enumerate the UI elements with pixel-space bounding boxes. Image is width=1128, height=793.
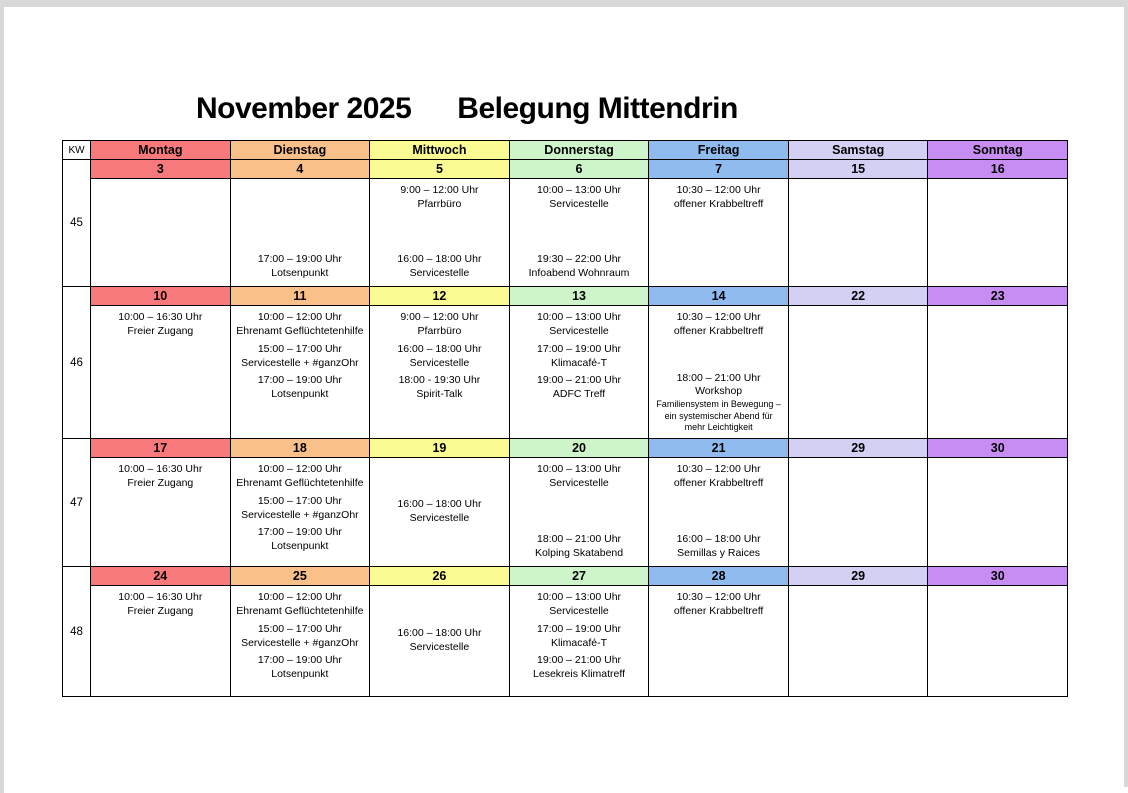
calendar-event [511, 374, 648, 402]
calendar-event [371, 627, 508, 655]
calendar-event [650, 591, 787, 619]
event-name: Workshop [695, 385, 743, 398]
event-name: Ehrenamt Geflüchtetenhilfe [236, 476, 364, 489]
event-time: 9:00 – 12:00 Uhr [400, 311, 479, 323]
kw-number-cell: 45 [63, 160, 91, 287]
event-name: ADFC Treff [552, 388, 606, 401]
week-main [91, 287, 1068, 439]
event-name: Spirit-Talk [416, 388, 463, 401]
kw-number-cell: 47 [63, 439, 91, 567]
calendar-event [511, 533, 648, 561]
event-name: Pfarrbüro [417, 324, 462, 337]
event-detail-line: Familiensystem in Bewegung – [656, 399, 781, 410]
day-content-cell-montag [91, 458, 231, 567]
week-main [91, 160, 1068, 287]
date-cell-sonntag: 16 [928, 160, 1068, 179]
date-cell-freitag: 21 [649, 439, 789, 458]
dates-row [91, 287, 1068, 306]
calendar-event [371, 253, 508, 281]
event-name: Infoabend Wohnraum [528, 267, 630, 280]
calendar-event [511, 343, 648, 371]
event-time: 10:00 – 13:00 Uhr [536, 591, 622, 603]
event-name: Ehrenamt Geflüchtetenhilfe [236, 604, 364, 617]
title-label: Belegung Mittendrin [457, 92, 738, 125]
calendar-event [511, 463, 648, 491]
calendar-event [650, 311, 787, 339]
calendar-event [92, 311, 229, 339]
event-time: 15:00 – 17:00 Uhr [257, 494, 342, 507]
date-cell-freitag: 7 [649, 160, 789, 179]
date-cell-montag: 17 [91, 439, 231, 458]
date-cell-dienstag: 4 [231, 160, 371, 179]
event-time: 15:00 – 17:00 Uhr [257, 342, 342, 355]
event-time: 10:30 – 12:00 Uhr [676, 463, 761, 475]
event-time: 17:00 – 19:00 Uhr [257, 253, 342, 266]
day-content-cell-samstag [789, 179, 929, 287]
date-cell-dienstag: 18 [231, 439, 371, 458]
date-cell-sonntag: 30 [928, 439, 1068, 458]
day-header-donnerstag: Donnerstag [510, 141, 650, 160]
event-time: 17:00 – 19:00 Uhr [257, 526, 342, 539]
date-cell-donnerstag: 20 [510, 439, 650, 458]
calendar-event [232, 623, 369, 651]
event-name: Servicestelle + #ganzOhr [241, 508, 359, 521]
event-name: Klimacafé-T [551, 636, 608, 649]
calendar-event [232, 374, 369, 402]
week-main [91, 439, 1068, 567]
date-cell-donnerstag: 6 [510, 160, 650, 179]
event-time: 19:00 – 21:00 Uhr [536, 374, 622, 387]
event-detail-line: ein systemischer Abend für [664, 410, 773, 421]
day-content-cell-mittwoch [370, 586, 510, 697]
date-cell-donnerstag: 13 [510, 287, 650, 306]
event-time: 19:00 – 21:00 Uhr [536, 654, 622, 667]
event-name: Servicestelle [549, 197, 609, 210]
week-row-kw46 [63, 287, 1068, 439]
day-content-cell-freitag [649, 306, 789, 439]
day-header-freitag: Freitag [649, 141, 789, 160]
dates-row [91, 567, 1068, 586]
header-row [63, 141, 1068, 160]
event-name: Klimacafé-T [551, 356, 608, 369]
event-name: Servicestelle [549, 476, 609, 489]
day-content-cell-montag [91, 179, 231, 287]
event-time: 10:00 – 13:00 Uhr [536, 184, 622, 196]
day-content-cell-mittwoch [370, 306, 510, 439]
page-edge-right [1124, 7, 1128, 787]
event-time: 18:00 – 21:00 Uhr [676, 371, 761, 384]
page-edge-top [0, 0, 1128, 7]
calendar-event [650, 184, 787, 212]
event-name: Servicestelle [549, 324, 609, 337]
day-content-cell-freitag [649, 179, 789, 287]
event-time: 10:00 – 13:00 Uhr [536, 463, 622, 475]
calendar-event [511, 654, 648, 682]
calendar-event [232, 526, 369, 554]
week-row-kw48 [63, 567, 1068, 697]
day-header-sonntag: Sonntag [928, 141, 1068, 160]
day-content-cell-freitag [649, 458, 789, 567]
date-cell-mittwoch: 12 [370, 287, 510, 306]
title-month: November 2025 [196, 92, 412, 125]
calendar-event [371, 184, 508, 212]
event-time: 17:00 – 19:00 Uhr [257, 654, 342, 667]
date-cell-mittwoch: 19 [370, 439, 510, 458]
date-cell-samstag: 15 [789, 160, 929, 179]
date-cell-mittwoch: 26 [370, 567, 510, 586]
day-content-cell-dienstag [231, 306, 371, 439]
calendar-event [92, 591, 229, 619]
calendar-event [232, 311, 369, 339]
calendar-event [371, 311, 508, 339]
day-content-cell-sonntag [928, 586, 1068, 697]
event-time: 10:00 – 16:30 Uhr [118, 591, 203, 603]
event-time: 16:00 – 18:00 Uhr [397, 342, 482, 355]
calendar-event [371, 498, 508, 526]
calendar-table [62, 140, 1068, 697]
week-row-kw47 [63, 439, 1068, 567]
kw-number-cell: 46 [63, 287, 91, 439]
event-time: 17:00 – 19:00 Uhr [536, 342, 622, 355]
page-title [196, 92, 738, 126]
event-name: Freier Zugang [127, 476, 194, 489]
day-content-cell-mittwoch [370, 179, 510, 287]
date-cell-samstag: 29 [789, 567, 929, 586]
event-time: 16:00 – 18:00 Uhr [397, 627, 482, 640]
event-time: 9:00 – 12:00 Uhr [400, 184, 479, 196]
day-content-cell-montag [91, 306, 231, 439]
event-name: Lotsenpunkt [271, 388, 329, 401]
date-cell-freitag: 14 [649, 287, 789, 306]
event-name: Servicestelle [409, 512, 470, 524]
calendar-event [650, 533, 787, 561]
day-content-cell-donnerstag [510, 458, 650, 567]
event-name: Freier Zugang [127, 604, 194, 617]
date-cell-montag: 3 [91, 160, 231, 179]
event-time: 16:00 – 18:00 Uhr [397, 253, 482, 266]
event-time: 10:00 – 16:30 Uhr [118, 463, 203, 475]
calendar-event [511, 253, 648, 281]
week-main [91, 567, 1068, 697]
event-name: Ehrenamt Geflüchtetenhilfe [236, 324, 364, 337]
calendar-event [511, 311, 648, 339]
event-name: Servicestelle [409, 356, 470, 369]
event-name: offener Krabbeltreff [673, 476, 764, 489]
day-content-cell-samstag [789, 458, 929, 567]
event-time: 10:00 – 13:00 Uhr [536, 311, 622, 323]
content-row [91, 306, 1068, 439]
event-time: 18:00 - 19:30 Uhr [398, 374, 481, 387]
day-content-cell-samstag [789, 306, 929, 439]
event-name: Kolping Skatabend [534, 547, 624, 560]
day-content-cell-donnerstag [510, 306, 650, 439]
event-name: Lotsenpunkt [271, 540, 329, 553]
date-cell-samstag: 29 [789, 439, 929, 458]
week-row-kw45 [63, 160, 1068, 287]
content-row [91, 586, 1068, 697]
event-name: Semillas y Raices [677, 547, 761, 560]
event-time: 19:30 – 22:00 Uhr [536, 253, 622, 266]
day-content-cell-dienstag [231, 179, 371, 287]
event-name: Freier Zugang [127, 324, 194, 337]
event-time: 10:00 – 12:00 Uhr [257, 311, 342, 323]
content-row [91, 179, 1068, 287]
event-time: 16:00 – 18:00 Uhr [676, 533, 761, 546]
day-content-cell-sonntag [928, 306, 1068, 439]
calendar-event [232, 343, 369, 371]
date-cell-freitag: 28 [649, 567, 789, 586]
date-cell-mittwoch: 5 [370, 160, 510, 179]
day-header-montag: Montag [91, 141, 231, 160]
content-row [91, 458, 1068, 567]
event-name: Servicestelle + #ganzOhr [241, 356, 359, 369]
date-cell-dienstag: 25 [231, 567, 371, 586]
dates-row [91, 439, 1068, 458]
day-content-cell-samstag [789, 586, 929, 697]
event-time: 10:30 – 12:00 Uhr [676, 184, 761, 196]
calendar-event [371, 374, 508, 402]
event-time: 16:00 – 18:00 Uhr [397, 498, 482, 511]
dates-row [91, 160, 1068, 179]
day-content-cell-sonntag [928, 179, 1068, 287]
date-cell-dienstag: 11 [231, 287, 371, 306]
day-content-cell-donnerstag [510, 179, 650, 287]
day-content-cell-donnerstag [510, 586, 650, 697]
calendar-event [511, 184, 648, 212]
calendar-event [650, 372, 787, 433]
event-time: 10:00 – 12:00 Uhr [257, 463, 342, 475]
calendar-event [232, 654, 369, 682]
day-header-dienstag: Dienstag [231, 141, 371, 160]
event-time: 17:00 – 19:00 Uhr [257, 374, 342, 387]
day-content-cell-mittwoch [370, 458, 510, 567]
date-cell-sonntag: 30 [928, 567, 1068, 586]
day-content-cell-freitag [649, 586, 789, 697]
event-time: 10:00 – 12:00 Uhr [257, 591, 342, 603]
day-content-cell-montag [91, 586, 231, 697]
date-cell-sonntag: 23 [928, 287, 1068, 306]
date-cell-donnerstag: 27 [510, 567, 650, 586]
event-time: 10:00 – 16:30 Uhr [118, 311, 203, 323]
event-time: 18:00 – 21:00 Uhr [536, 533, 622, 546]
event-name: Lotsenpunkt [271, 668, 329, 681]
calendar-event [232, 253, 369, 281]
kw-number-cell: 48 [63, 567, 91, 697]
event-name: offener Krabbeltreff [673, 197, 764, 210]
event-name: Servicestelle + #ganzOhr [241, 636, 359, 649]
event-name: Servicestelle [409, 267, 470, 280]
calendar-event [371, 343, 508, 371]
day-header-mittwoch: Mittwoch [370, 141, 510, 160]
event-name: offener Krabbeltreff [673, 324, 764, 337]
event-name: Lotsenpunkt [271, 267, 329, 280]
event-name: Lesekreis Klimatreff [533, 668, 626, 681]
calendar-event [232, 463, 369, 491]
calendar-event [511, 591, 648, 619]
date-cell-montag: 10 [91, 287, 231, 306]
date-cell-samstag: 22 [789, 287, 929, 306]
calendar-event [232, 495, 369, 523]
event-time: 15:00 – 17:00 Uhr [257, 622, 342, 635]
event-detail-line: mehr Leichtigkeit [684, 421, 753, 432]
event-time: 10:30 – 12:00 Uhr [676, 591, 761, 603]
calendar-event [92, 463, 229, 491]
day-header-samstag: Samstag [789, 141, 929, 160]
day-content-cell-dienstag [231, 458, 371, 567]
calendar-event [650, 463, 787, 491]
event-name: Servicestelle [409, 641, 470, 653]
event-name: offener Krabbeltreff [673, 604, 764, 617]
day-content-cell-sonntag [928, 458, 1068, 567]
page-edge-left [0, 7, 4, 793]
calendar-event [232, 591, 369, 619]
kw-header-cell: KW [63, 141, 91, 160]
event-name: Servicestelle [549, 604, 609, 617]
day-content-cell-dienstag [231, 586, 371, 697]
event-time: 10:30 – 12:00 Uhr [676, 311, 761, 323]
event-time: 17:00 – 19:00 Uhr [536, 622, 622, 635]
event-name: Pfarrbüro [417, 197, 462, 210]
date-cell-montag: 24 [91, 567, 231, 586]
calendar-event [511, 623, 648, 651]
